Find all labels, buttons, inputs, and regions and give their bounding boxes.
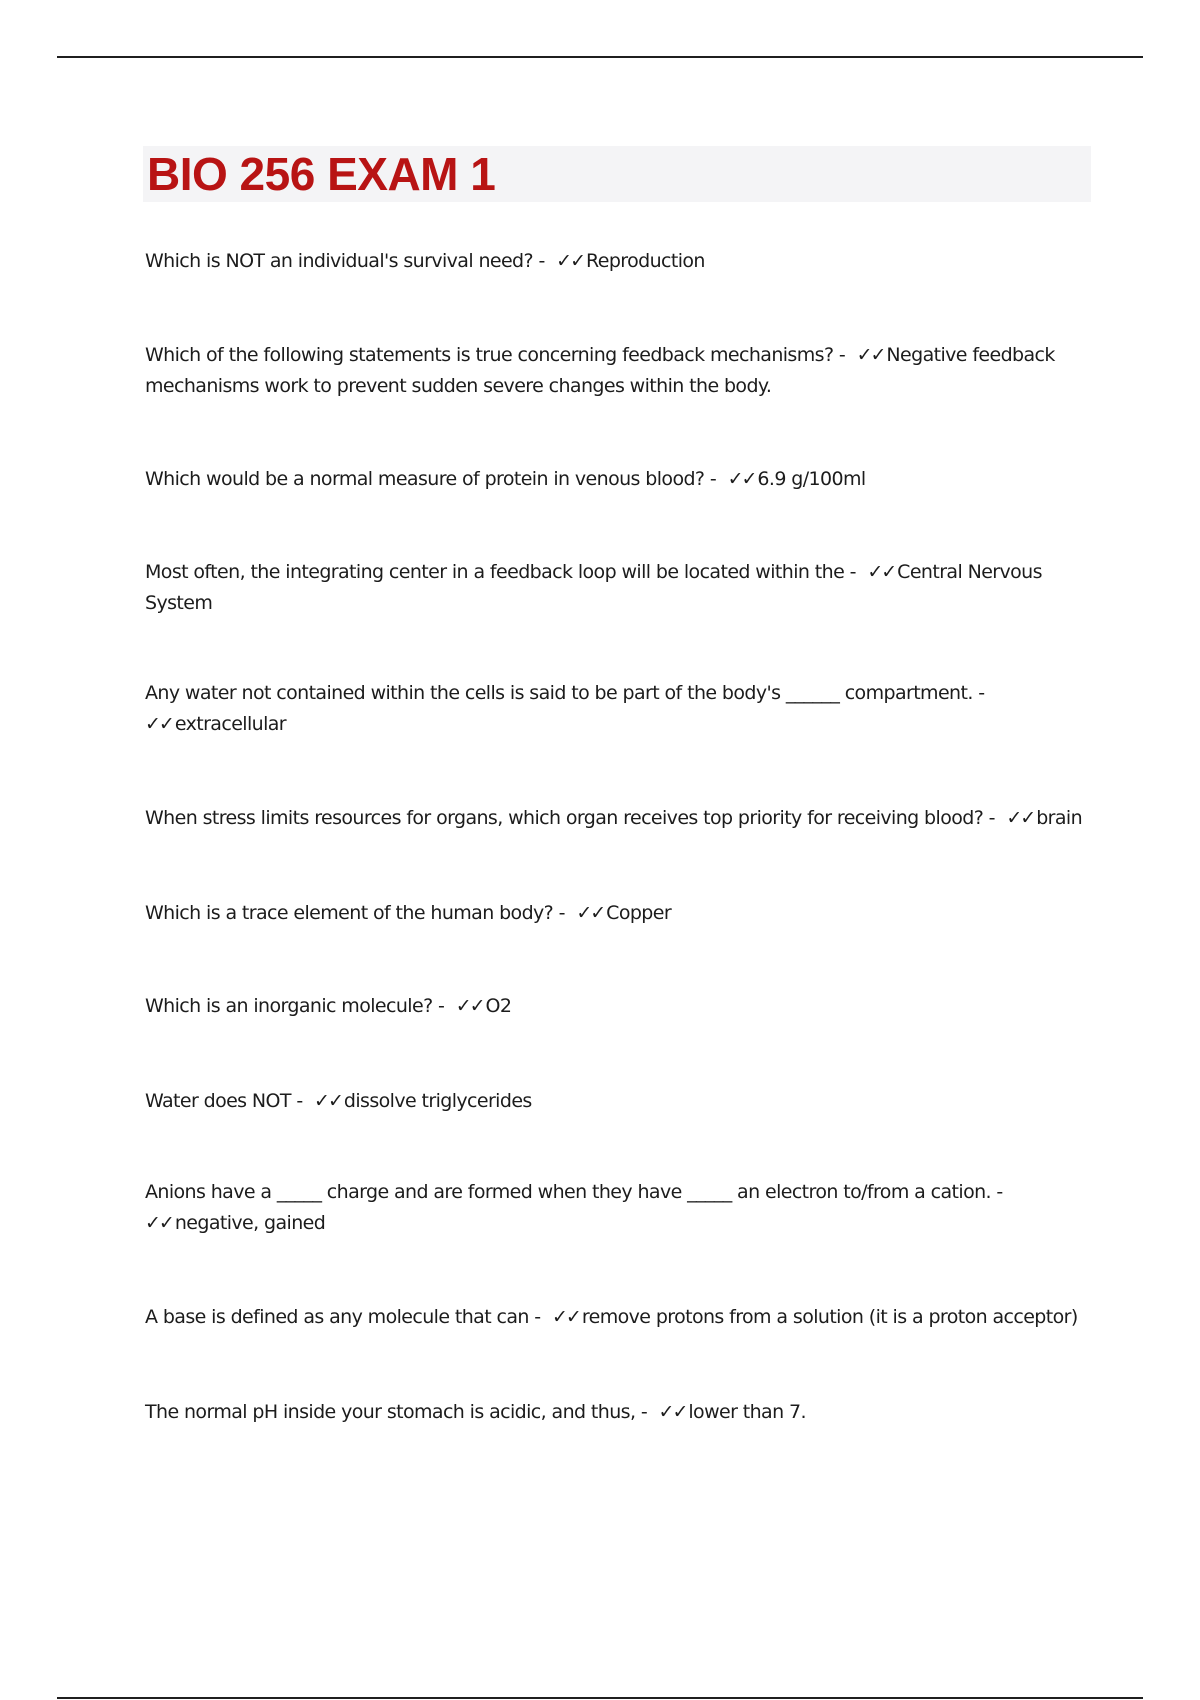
separator: - — [553, 902, 571, 924]
qa-item-5 — [145, 678, 1095, 740]
separator: - — [972, 682, 985, 704]
answer-text: negative, gained — [174, 1212, 326, 1234]
question-text: When stress limits resources for organs, which organ receives top priority for receiving blood? — [145, 807, 984, 829]
double-check-icon: ✓✓ — [556, 250, 584, 272]
answer-text: lower than 7. — [688, 1401, 806, 1423]
qa-item-10 — [145, 1177, 1095, 1239]
double-check-icon: ✓✓ — [314, 1090, 342, 1112]
double-check-icon: ✓✓ — [727, 468, 756, 490]
qa-item-7 — [145, 898, 1095, 929]
double-check-icon: ✓✓ — [455, 995, 484, 1017]
qa-item-11 — [145, 1302, 1095, 1333]
question-text: A base is defined as any molecule that can — [145, 1306, 529, 1328]
separator: - — [704, 468, 722, 490]
question-text: Which would be a normal measure of protein in venous blood? — [145, 468, 705, 490]
double-check-icon: ✓✓ — [1006, 807, 1035, 829]
qa-item-4 — [145, 557, 1095, 619]
answer-text: 6.9 g/100ml — [757, 468, 866, 490]
question-text: Any water not contained within the cells is said to be part of the body's ______ compartment. — [145, 682, 973, 704]
qa-item-9 — [145, 1086, 1095, 1117]
separator: - — [990, 1181, 1003, 1203]
question-text: Which of the following statements is true concerning feedback mechanisms? — [145, 344, 834, 366]
double-check-icon: ✓✓ — [576, 902, 605, 924]
double-check-icon: ✓✓ — [551, 1306, 580, 1328]
qa-item-8 — [145, 991, 1095, 1022]
double-check-icon: ✓✓ — [867, 561, 896, 583]
qa-item-1 — [145, 246, 1095, 277]
answer-text: remove protons from a solution (it is a proton acceptor) — [581, 1306, 1078, 1328]
question-text: Anions have a _____ charge and are formed when they have _____ an electron to/from a cation. — [145, 1181, 991, 1203]
qa-item-3 — [145, 464, 1095, 495]
separator: - — [635, 1401, 653, 1423]
question-text: Which is NOT an individual's survival need? — [145, 250, 534, 272]
bottom-rule — [57, 1697, 1143, 1699]
qa-item-12 — [145, 1397, 1095, 1428]
separator: - — [833, 344, 851, 366]
question-text: The normal pH inside your stomach is acidic, and thus, — [145, 1401, 636, 1423]
qa-item-6 — [145, 803, 1095, 834]
answer-text: Central Nervous System — [145, 561, 1042, 614]
question-text: Most often, the integrating center in a feedback loop will be located within the — [145, 561, 845, 583]
double-check-icon: ✓✓ — [145, 1212, 173, 1234]
separator: - — [533, 250, 551, 272]
separator: - — [432, 995, 450, 1017]
answer-text: dissolve triglycerides — [343, 1090, 532, 1112]
question-text: Water does NOT — [145, 1090, 291, 1112]
answer-text: brain — [1036, 807, 1083, 829]
question-text: Which is an inorganic molecule? — [145, 995, 433, 1017]
page-title: BIO 256 EXAM 1 — [147, 148, 496, 200]
separator: - — [290, 1090, 309, 1112]
answer-text: O2 — [485, 995, 512, 1017]
double-check-icon: ✓✓ — [856, 344, 885, 366]
answer-text: extracellular — [174, 713, 287, 735]
separator: - — [528, 1306, 546, 1328]
qa-item-2 — [145, 340, 1095, 402]
separator: - — [844, 561, 862, 583]
double-check-icon: ✓✓ — [145, 713, 173, 735]
separator: - — [983, 807, 1001, 829]
answer-text: Reproduction — [586, 250, 705, 272]
question-text: Which is a trace element of the human body? — [145, 902, 554, 924]
answer-text: Copper — [606, 902, 672, 924]
double-check-icon: ✓✓ — [658, 1401, 687, 1423]
answer-text: Negative feedback mechanisms work to prevent sudden severe changes within the body. — [145, 344, 1055, 397]
top-rule — [57, 56, 1143, 58]
